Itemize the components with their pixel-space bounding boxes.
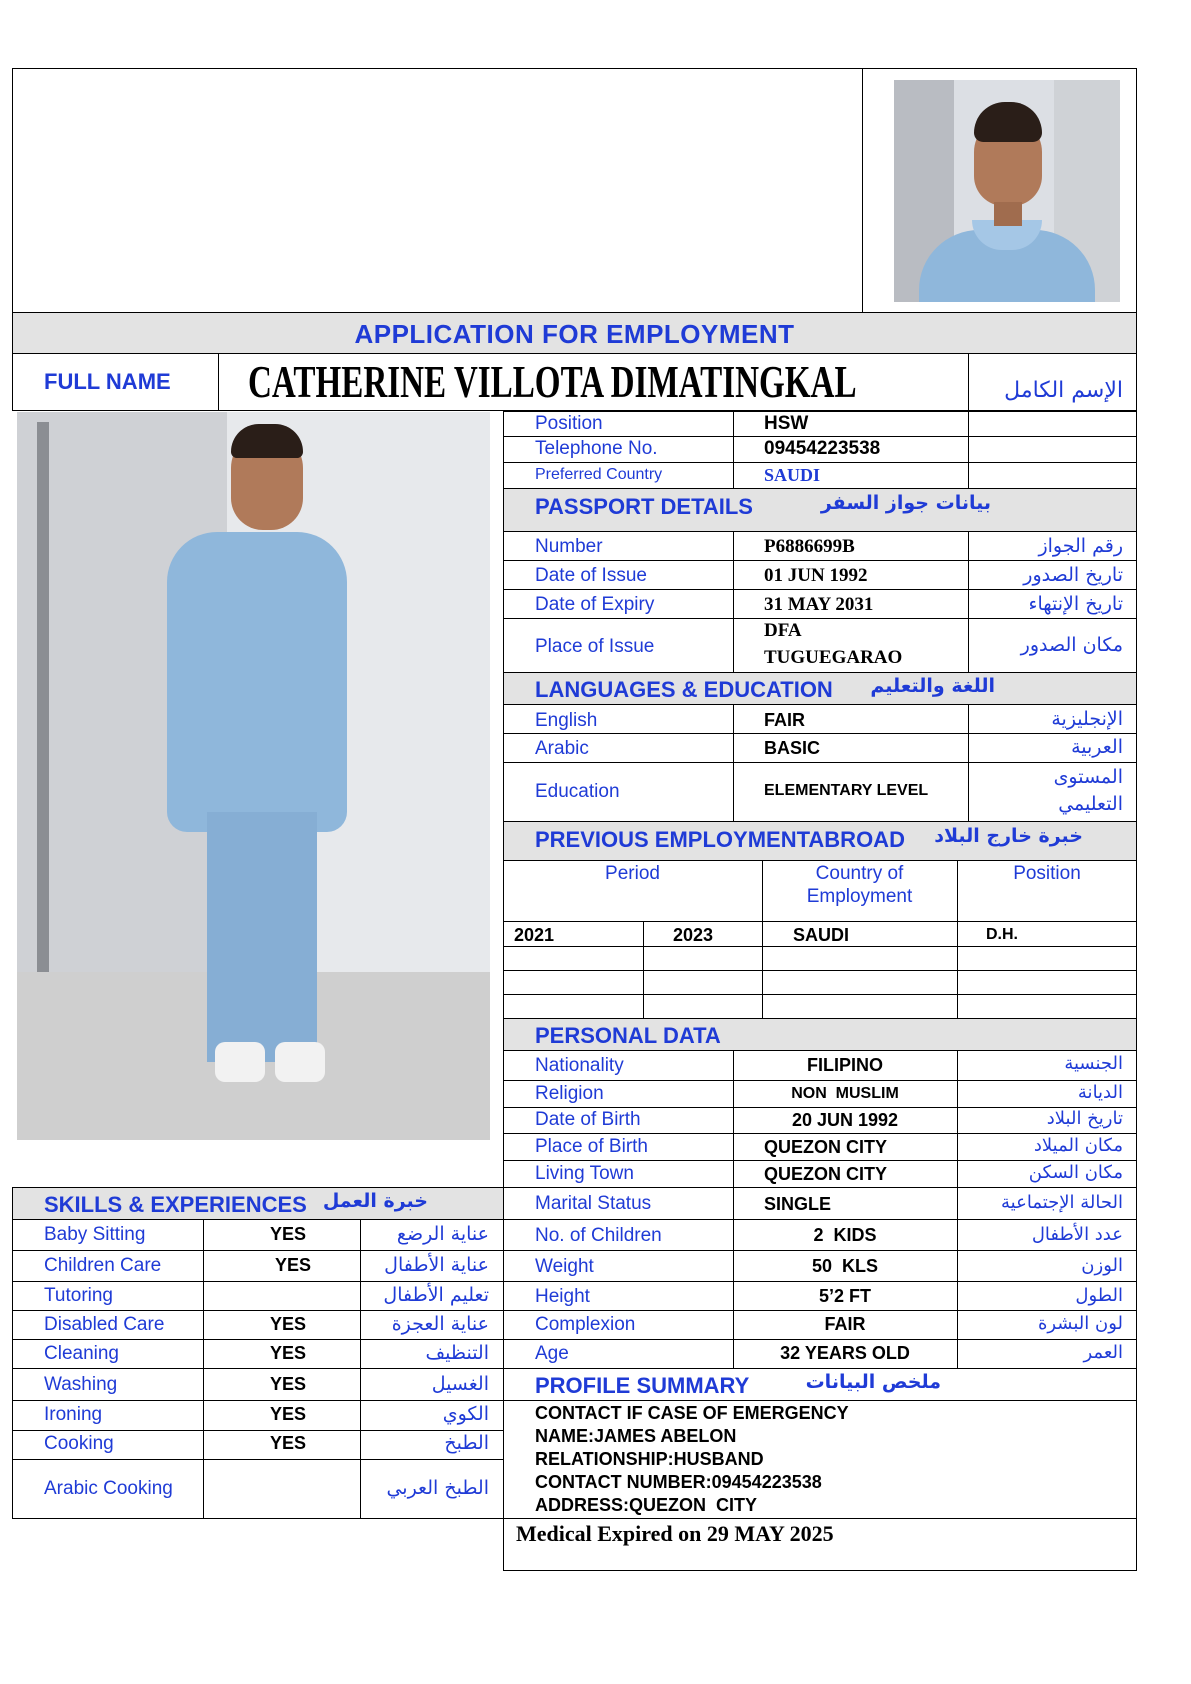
profile-heading: PROFILE SUMMARY — [535, 1373, 750, 1398]
english-value: FAIR — [764, 710, 806, 730]
portrait-photo — [894, 80, 1120, 302]
date-of-birth-label-ar: تاريخ البلاد — [1046, 1108, 1123, 1129]
children-label: No. of Children — [535, 1225, 662, 1246]
passport-heading-ar: بيانات جواز السفر — [820, 492, 991, 514]
date-of-issue-value: 01 JUN 1992 — [764, 565, 868, 586]
skill-disabled-care-value: YES — [270, 1314, 307, 1334]
page-title: APPLICATION FOR EMPLOYMENT — [354, 319, 795, 349]
religion-label-ar: الديانة — [1077, 1082, 1123, 1103]
medical-expiry: Medical Expired on 29 MAY 2025 — [516, 1521, 834, 1546]
date-of-expiry-label-ar: تاريخ الإنتهاء — [1028, 593, 1123, 615]
age-value: 32 YEARS OLD — [780, 1343, 910, 1363]
profile-heading-ar: ملخص البيانات — [805, 1371, 941, 1393]
skills-heading-ar: خبرة العمل — [322, 1190, 428, 1212]
height-label-ar: الطول — [1075, 1285, 1123, 1306]
education-label: Education — [535, 781, 620, 802]
profile-line-4: CONTACT NUMBER:09454223538 — [535, 1472, 822, 1492]
title-bar — [12, 312, 1137, 354]
place-of-issue-label: Place of Issue — [535, 636, 655, 657]
marital-status-label-ar: الحالة الإجتماعية — [1001, 1192, 1123, 1213]
skill-washing-value: YES — [270, 1374, 307, 1394]
employment-country: SAUDI — [793, 925, 850, 945]
children-value: 2 KIDS — [813, 1225, 877, 1245]
place-of-issue-value-2: TUGUEGARAO — [764, 647, 903, 668]
marital-status-value: SINGLE — [764, 1194, 832, 1214]
telephone-value: 09454223538 — [764, 438, 881, 459]
passport-number-label-ar: رقم الجواز — [1038, 535, 1123, 557]
period-header: Period — [605, 863, 660, 884]
skill-disabled-care: Disabled Care — [44, 1314, 165, 1335]
skill-baby-sitting: Baby Sitting — [44, 1224, 146, 1245]
employment-heading-ar: خبرة خارج البلاد — [934, 825, 1083, 847]
skill-disabled-care-ar: عناية العجزة — [391, 1313, 489, 1335]
place-of-issue-label-ar: مكان الصدور — [1020, 634, 1123, 656]
skill-baby-sitting-ar: عناية الرضع — [396, 1223, 489, 1245]
passport-number-label: Number — [535, 536, 603, 557]
skill-arabic-cooking: Arabic Cooking — [44, 1478, 173, 1499]
country-header-1: Country of — [815, 863, 904, 884]
height-label: Height — [535, 1286, 590, 1307]
date-of-birth-label: Date of Birth — [535, 1109, 641, 1130]
profile-line-1: CONTACT IF CASE OF EMERGENCY — [535, 1403, 849, 1423]
skill-children-care-ar: عناية الأطفال — [384, 1254, 489, 1276]
skill-children-care-value: YES — [275, 1255, 312, 1275]
skill-cooking: Cooking — [44, 1433, 114, 1454]
profile-line-5: ADDRESS:QUEZON CITY — [535, 1495, 758, 1515]
skills-heading: SKILLS & EXPERIENCES — [44, 1192, 307, 1217]
place-of-birth-label-ar: مكان الميلاد — [1033, 1135, 1123, 1156]
languages-heading-ar: اللغة والتعليم — [870, 675, 995, 697]
education-label-ar-1: المستوى — [1053, 766, 1123, 788]
nationality-label-ar: الجنسية — [1064, 1053, 1123, 1074]
skill-washing-ar: الغسيل — [431, 1373, 489, 1395]
skill-ironing-value: YES — [270, 1404, 307, 1424]
marital-status-label: Marital Status — [535, 1193, 652, 1214]
date-of-birth-value: 20 JUN 1992 — [791, 1110, 899, 1130]
english-label-ar: الإنجليزية — [1051, 708, 1123, 730]
english-label: English — [535, 710, 598, 731]
employment-from: 2021 — [514, 925, 555, 945]
skill-ironing: Ironing — [44, 1404, 103, 1425]
full-name-label: FULL NAME — [44, 369, 171, 394]
date-of-expiry-label: Date of Expiry — [535, 594, 655, 615]
full-name-label-ar: الإسم الكامل — [1004, 378, 1123, 403]
living-town-label: Living Town — [535, 1163, 634, 1184]
full-body-photo — [17, 412, 490, 1140]
arabic-label-ar: العربية — [1071, 736, 1123, 758]
height-value: 5’2 FT — [818, 1286, 871, 1306]
date-of-expiry-value: 31 MAY 2031 — [764, 594, 874, 615]
nationality-label: Nationality — [535, 1055, 624, 1076]
date-of-issue-label: Date of Issue — [535, 565, 647, 586]
education-value: ELEMENTARY LEVEL — [764, 782, 929, 799]
place-of-birth-value: QUEZON CITY — [764, 1137, 888, 1157]
nationality-value: FILIPINO — [807, 1055, 883, 1075]
date-of-issue-label-ar: تاريخ الصدور — [1023, 564, 1123, 586]
arabic-value: BASIC — [764, 738, 821, 758]
preferred-country-value: SAUDI — [764, 465, 821, 485]
position-header: Position — [1013, 863, 1081, 884]
living-town-label-ar: مكان السكن — [1028, 1162, 1123, 1183]
telephone-label: Telephone No. — [535, 438, 658, 459]
country-header-2: Employment — [806, 886, 913, 907]
skill-ironing-ar: الكوي — [442, 1403, 489, 1425]
place-of-issue-value-1: DFA — [764, 620, 802, 641]
profile-line-3: RELATIONSHIP:HUSBAND — [535, 1449, 764, 1469]
place-of-birth-label: Place of Birth — [535, 1136, 648, 1157]
weight-value: 50 KLS — [811, 1256, 879, 1276]
skill-washing: Washing — [44, 1374, 118, 1395]
complexion-label-ar: لون البشرة — [1037, 1313, 1123, 1334]
position-label: Position — [535, 413, 603, 434]
weight-label: Weight — [535, 1256, 594, 1277]
passport-heading: PASSPORT DETAILS — [535, 494, 753, 519]
religion-value: NON MUSLIM — [791, 1085, 899, 1102]
position-value: HSW — [764, 413, 809, 434]
passport-number-value: P6886699B — [764, 536, 855, 557]
employment-to: 2023 — [673, 925, 714, 945]
skill-cleaning-ar: التنظيف — [425, 1342, 489, 1364]
skill-cleaning: Cleaning — [44, 1343, 119, 1364]
age-label: Age — [535, 1343, 569, 1364]
age-label-ar: العمر — [1083, 1342, 1123, 1363]
weight-label-ar: الوزن — [1081, 1255, 1123, 1276]
employment-heading: PREVIOUS EMPLOYMENTABROAD — [535, 827, 905, 852]
skill-baby-sitting-value: YES — [270, 1224, 307, 1244]
education-label-ar-2: التعليمي — [1058, 793, 1123, 815]
skill-arabic-cooking-ar: الطبخ العربي — [386, 1477, 489, 1499]
languages-table — [503, 704, 1137, 822]
children-label-ar: عدد الأطفال — [1031, 1224, 1123, 1245]
employment-position: D.H. — [986, 926, 1018, 943]
complexion-label: Complexion — [535, 1314, 636, 1335]
arabic-label: Arabic — [535, 738, 589, 759]
personal-heading: PERSONAL DATA — [535, 1023, 721, 1048]
skill-tutoring: Tutoring — [44, 1285, 113, 1306]
skill-cooking-value: YES — [270, 1433, 307, 1453]
skill-children-care: Children Care — [44, 1255, 162, 1276]
preferred-country-label: Preferred Country — [535, 466, 663, 483]
skill-tutoring-ar: تعليم الأطفال — [383, 1284, 489, 1306]
religion-label: Religion — [535, 1083, 604, 1104]
skill-cleaning-value: YES — [270, 1343, 307, 1363]
profile-line-2: NAME:JAMES ABELON — [535, 1426, 737, 1446]
complexion-value: FAIR — [824, 1314, 866, 1334]
full-name-value: CATHERINE VILLOTA DIMATINGKAL — [248, 356, 857, 407]
skill-cooking-ar: الطبخ — [444, 1432, 489, 1454]
languages-heading: LANGUAGES & EDUCATION — [535, 677, 833, 702]
living-town-value: QUEZON CITY — [764, 1164, 888, 1184]
